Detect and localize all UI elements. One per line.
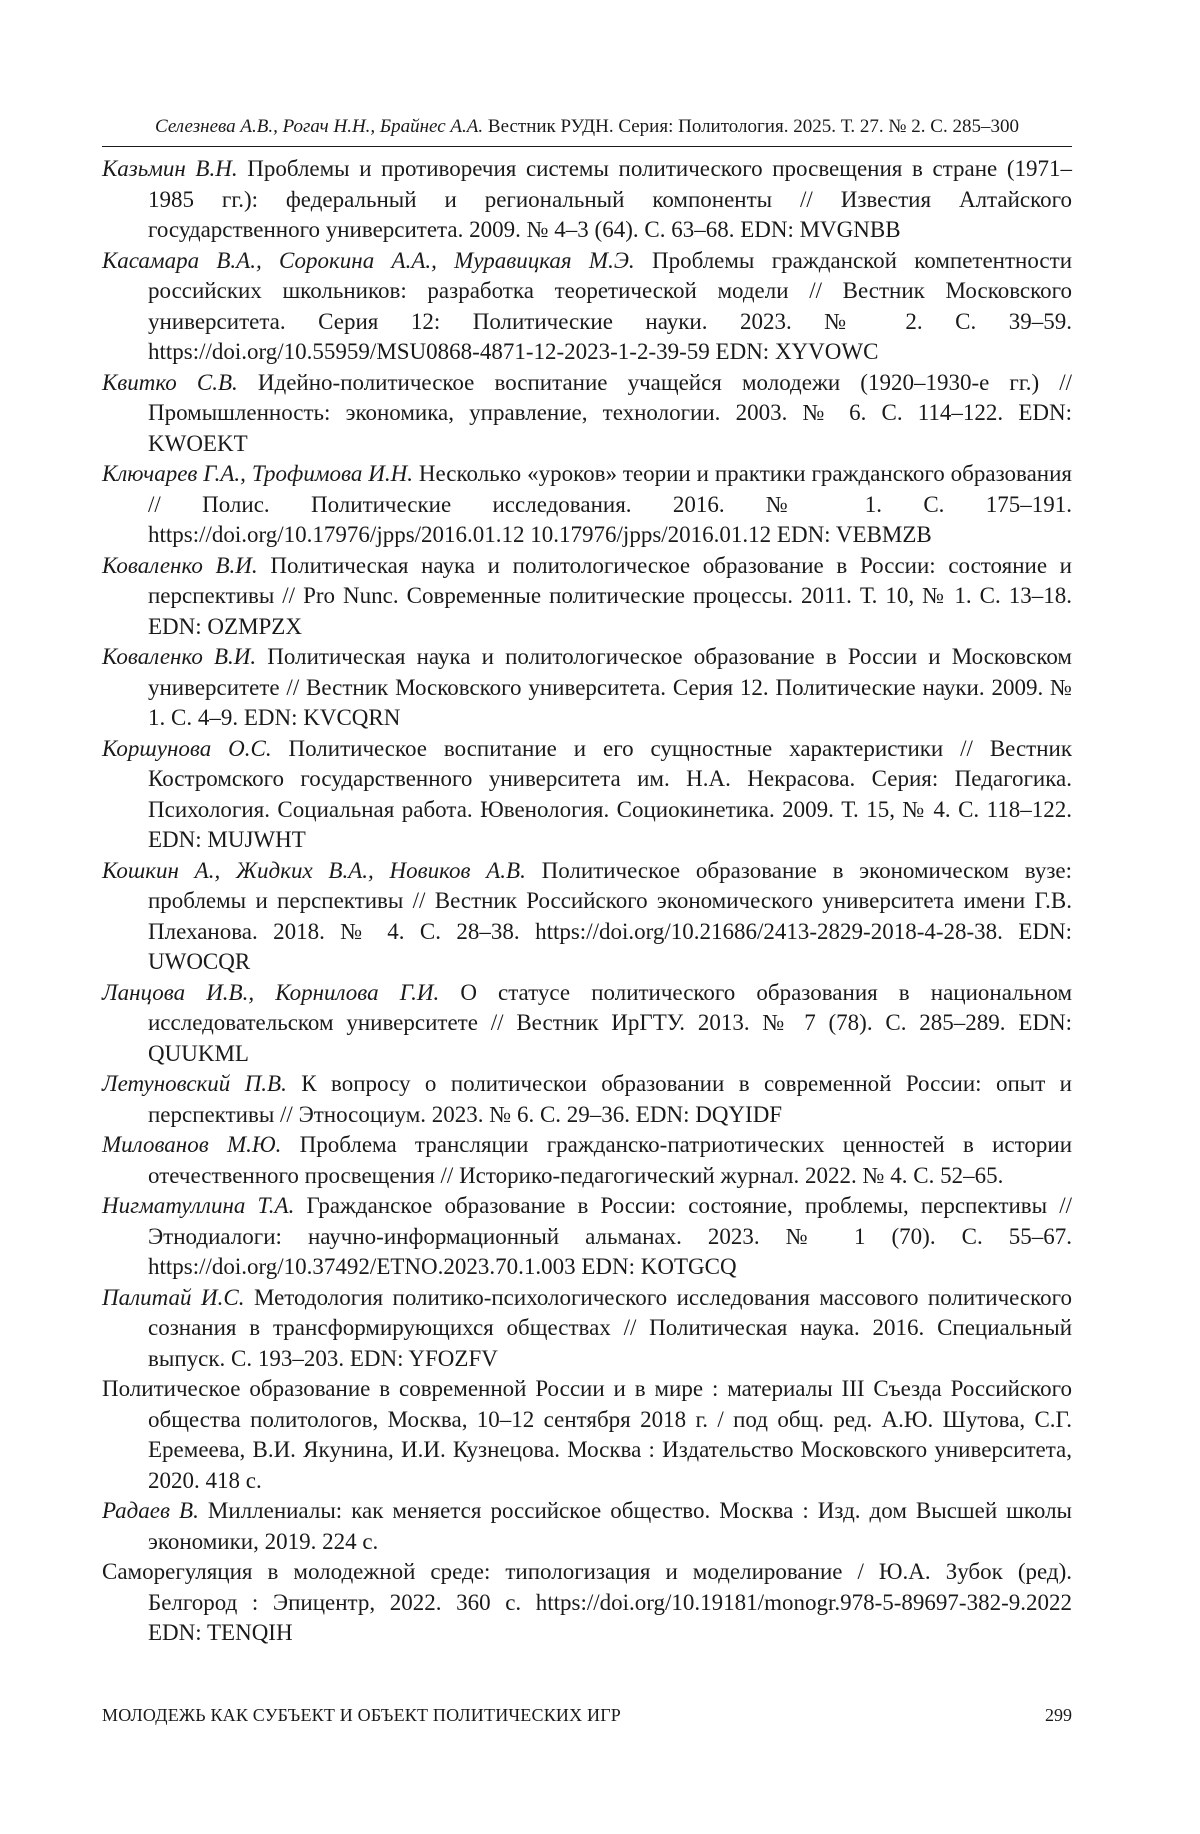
reference-text: Политическая наука и политологическое образование в России и Московском университете // Вестник Московского университета. Серия 12. Политические науки. 2009. № 1. С. 4–9. EDN: KVCQRN: [148, 644, 1072, 730]
reference-text: О статусе политического образования в национальном исследовательском университете // Вестник ИрГТУ. 2013. № 7 (78). С. 285–289. EDN: QUUKML: [148, 980, 1072, 1066]
reference-entry: [102, 1130, 1072, 1191]
reference-author: Палитай И.С.: [102, 1285, 244, 1310]
reference-text: Миллениалы: как меняется российское общество. Москва : Изд. дом Высшей школы экономики, 2019. 224 с.: [148, 1498, 1072, 1554]
reference-text: Политическое воспитание и его сущностные характеристики // Вестник Костромского государственного университета им. Н.А. Некрасова. Серия: Педагогика. Психология. Социальная работа. Ювенология. Социокинетика. 2009. Т. 15, № 4. С. 118–122. EDN: MUJWHT: [148, 736, 1072, 853]
reference-list: [102, 154, 1072, 1649]
page-number: 299: [1045, 1703, 1072, 1727]
reference-text: Методология политико-психологического исследования массового политического сознания в трансформирующихся обществах // Политическая наука. 2016. Специальный выпуск. С. 193–203. EDN: YFOZFV: [148, 1285, 1072, 1371]
reference-text: Несколько «уроков» теории и практики гражданского образования // Полис. Политические исследования. 2016. № 1. С. 175–191. https://doi.org/10.17976/jpps/2016.01.12 10.17976/jpps/2016.01.12 EDN: VEBMZB: [148, 461, 1072, 547]
reference-author: Ланцова И.В., Корнилова Г.И.: [102, 980, 439, 1005]
reference-author: Квитко С.В.: [102, 370, 238, 395]
reference-entry: [102, 1283, 1072, 1375]
reference-entry: [102, 1496, 1072, 1557]
reference-entry: [102, 642, 1072, 734]
reference-entry: [102, 978, 1072, 1070]
reference-author: Летуновский П.В.: [102, 1071, 287, 1096]
reference-entry: [102, 459, 1072, 551]
reference-text: Политическое образование в современной России и в мире : материалы III Съезда Российского общества политологов, Москва, 10–12 сентября 2018 г. / под общ. ред. А.Ю. Шутова, С.Г. Еремеева, В.И. Якунина, И.И. Кузнецова. Москва : Издательство Московского университета, 2020. 418 с.: [102, 1376, 1072, 1493]
reference-entry: [102, 734, 1072, 856]
reference-entry: [102, 1374, 1072, 1496]
header-citation: Вестник РУДН. Серия: Политология. 2025. Т. 27. № 2. С. 285–300: [488, 116, 1019, 137]
reference-text: Политическая наука и политологическое образование в России: состояние и перспективы // Pro Nunc. Современные политические процессы. 2011. Т. 10, № 1. С. 13–18. EDN: OZMPZX: [148, 553, 1072, 639]
reference-entry: [102, 154, 1072, 246]
reference-author: Касамара В.А., Сорокина А.А., Муравицкая М.Э.: [102, 248, 635, 273]
footer-section-title: МОЛОДЕЖЬ КАК СУБЪЕКТ И ОБЪЕКТ ПОЛИТИЧЕСКИХ ИГР: [102, 1705, 621, 1725]
reference-text: Саморегуляция в молодежной среде: типологизация и моделирование / Ю.А. Зубок (ред). Белгород : Эпицентр, 2022. 360 с. https://doi.org/10.19181/monogr.978-5-89697-382-9.2022 EDN: TENQIH: [102, 1559, 1072, 1645]
reference-entry: [102, 1557, 1072, 1649]
reference-author: Милованов М.Ю.: [102, 1132, 281, 1157]
reference-entry: [102, 1069, 1072, 1130]
reference-author: Нигматуллина Т.А.: [102, 1193, 294, 1218]
reference-author: Кошкин А., Жидких В.А., Новиков А.В.: [102, 858, 526, 883]
reference-text: К вопросу о политическои образовании в современной России: опыт и перспективы // Этносоциум. 2023. № 6. С. 29–36. EDN: DQYIDF: [148, 1071, 1072, 1127]
reference-author: Коваленко В.И.: [102, 644, 256, 669]
reference-author: Радаев В.: [102, 1498, 199, 1523]
reference-text: Политическое образование в экономическом вузе: проблемы и перспективы // Вестник Российского экономического университета имени Г.В. Плеханова. 2018. № 4. С. 28–38. https://doi.org/10.21686/2413-2829-2018-4-28-38. EDN: UWOCQR: [148, 858, 1072, 975]
page-footer: [102, 1703, 1072, 1727]
reference-author: Коваленко В.И.: [102, 553, 258, 578]
reference-entry: [102, 1191, 1072, 1283]
reference-text: Проблема трансляции гражданско-патриотических ценностей в истории отечественного просвещения // Историко-педагогический журнал. 2022. № 4. С. 52–65.: [148, 1132, 1072, 1188]
reference-entry: [102, 856, 1072, 978]
reference-entry: [102, 246, 1072, 368]
reference-text: Гражданское образование в России: состояние, проблемы, перспективы // Этнодиалоги: научно-информационный альманах. 2023. № 1 (70). С. 55–67. https://doi.org/10.37492/ETNO.2023.70.1.003 EDN: KOTGCQ: [148, 1193, 1072, 1279]
header-rule: [102, 146, 1072, 147]
reference-text: Проблемы и противоречия системы политического просвещения в стране (1971–1985 гг.): федеральный и региональный компоненты // Известия Алтайского государственного университета. 2009. № 4–3 (64). С. 63–68. EDN: MVGNBB: [148, 156, 1072, 242]
reference-entry: [102, 551, 1072, 643]
reference-entry: [102, 368, 1072, 460]
reference-author: Ключарев Г.А., Трофимова И.Н.: [102, 461, 413, 486]
reference-author: Казьмин В.Н.: [102, 156, 238, 181]
running-header: [102, 115, 1072, 139]
reference-text: Идейно-политическое воспитание учащейся молодежи (1920–1930-е гг.) // Промышленность: экономика, управление, технологии. 2003. № 6. С. 114–122. EDN: KWOEKT: [148, 370, 1072, 456]
header-authors: Селезнева А.В., Рогач Н.Н., Брайнес А.А.: [155, 116, 483, 137]
reference-text: Проблемы гражданской компетентности российских школьников: разработка теоретической модели // Вестник Московского университета. Серия 12: Политические науки. 2023. № 2. С. 39–59. https://doi.org/10.55959/MSU0868-4871-12-2023-1-2-39-59 EDN: XYVOWC: [148, 248, 1072, 365]
reference-author: Коршунова О.С.: [102, 736, 272, 761]
